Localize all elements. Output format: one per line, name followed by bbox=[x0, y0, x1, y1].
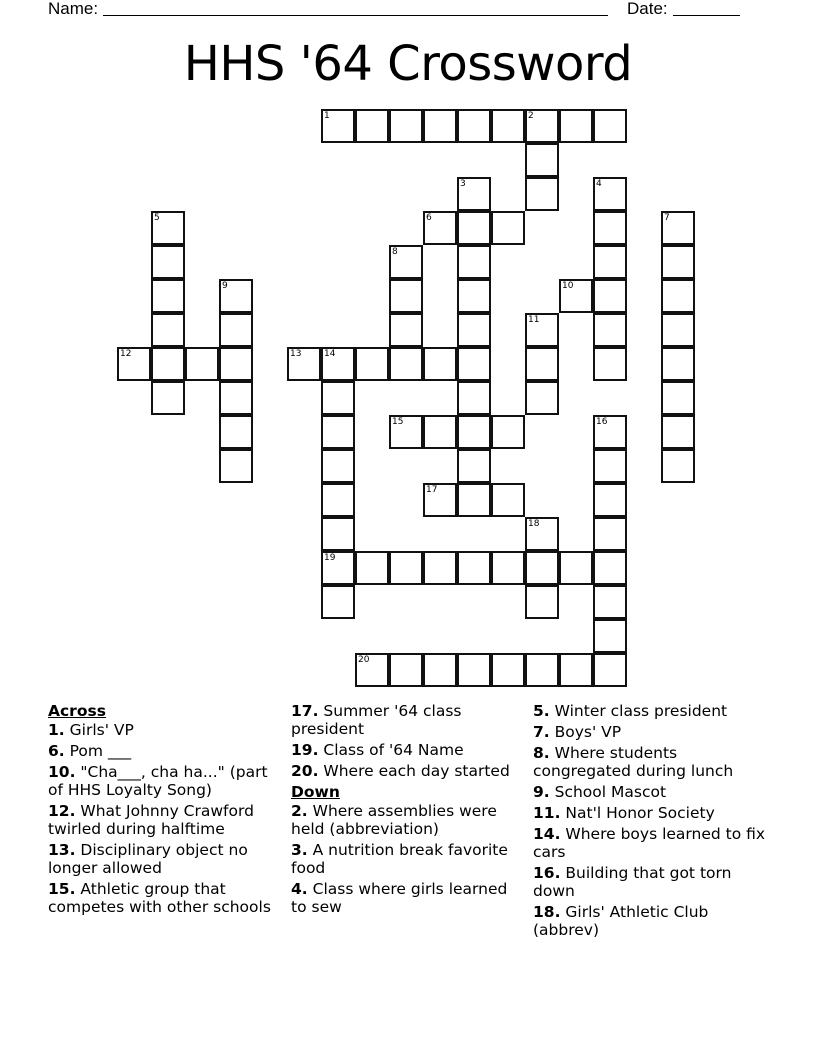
clue-number: 17. bbox=[291, 702, 319, 720]
grid-cell[interactable] bbox=[593, 449, 627, 483]
cell-number: 16 bbox=[596, 417, 608, 427]
clue-across-17 bbox=[291, 702, 527, 738]
clue-number: 14. bbox=[533, 825, 561, 843]
cell-number: 11 bbox=[528, 315, 540, 325]
date-label: Date: bbox=[627, 0, 668, 18]
grid-cell[interactable] bbox=[219, 449, 253, 483]
grid-cell[interactable] bbox=[559, 551, 593, 585]
grid-cell[interactable] bbox=[423, 211, 457, 245]
clue-down-7 bbox=[533, 723, 773, 741]
clue-down-18 bbox=[533, 903, 773, 939]
clue-text: Where students congregated during lunch bbox=[533, 744, 734, 780]
grid-cell[interactable] bbox=[389, 653, 423, 687]
clue-text: Boys' VP bbox=[554, 723, 622, 741]
grid-cell[interactable] bbox=[457, 279, 491, 313]
grid-cell[interactable] bbox=[661, 415, 695, 449]
clue-number: 11. bbox=[533, 804, 561, 822]
clue-text: Building that got torn down bbox=[533, 864, 732, 900]
grid-cell[interactable] bbox=[593, 415, 627, 449]
grid-cell[interactable] bbox=[151, 313, 185, 347]
grid-cell[interactable] bbox=[525, 653, 559, 687]
clue-text: Pom ___ bbox=[69, 742, 132, 760]
grid-cell[interactable] bbox=[661, 313, 695, 347]
clue-number: 8. bbox=[533, 744, 550, 762]
grid-cell[interactable] bbox=[593, 517, 627, 551]
clue-text: Nat'l Honor Society bbox=[565, 804, 715, 822]
grid-cell[interactable] bbox=[593, 653, 627, 687]
cell-number: 9 bbox=[222, 281, 228, 291]
grid-cell[interactable] bbox=[593, 177, 627, 211]
grid-cell[interactable] bbox=[321, 381, 355, 415]
grid-cell[interactable] bbox=[457, 449, 491, 483]
clue-number: 10. bbox=[48, 763, 76, 781]
clue-across-12 bbox=[48, 802, 284, 838]
clue-number: 13. bbox=[48, 841, 76, 859]
grid-cell[interactable] bbox=[661, 347, 695, 381]
grid-cell[interactable] bbox=[151, 381, 185, 415]
grid-cell[interactable] bbox=[219, 313, 253, 347]
clue-text: Summer '64 class president bbox=[291, 702, 462, 738]
grid-cell[interactable] bbox=[457, 415, 491, 449]
cell-number: 4 bbox=[596, 179, 602, 189]
clue-text: Where assemblies were held (abbreviation) bbox=[291, 802, 497, 838]
grid-cell[interactable] bbox=[593, 211, 627, 245]
clue-text: Winter class president bbox=[554, 702, 728, 720]
grid-cell[interactable] bbox=[593, 109, 627, 143]
grid-cell[interactable] bbox=[525, 177, 559, 211]
clue-number: 7. bbox=[533, 723, 550, 741]
clue-across-10 bbox=[48, 763, 284, 799]
grid-cell[interactable] bbox=[593, 245, 627, 279]
grid-cell[interactable] bbox=[355, 109, 389, 143]
clues-column-1 bbox=[48, 702, 284, 919]
grid-cell[interactable] bbox=[423, 347, 457, 381]
cell-number: 6 bbox=[426, 213, 432, 223]
clue-text: School Mascot bbox=[554, 783, 667, 801]
grid-cell[interactable] bbox=[525, 143, 559, 177]
grid-cell[interactable] bbox=[389, 109, 423, 143]
grid-cell[interactable] bbox=[525, 109, 559, 143]
clues-column-3 bbox=[533, 702, 773, 942]
grid-cell[interactable] bbox=[491, 483, 525, 517]
cell-number: 8 bbox=[392, 247, 398, 257]
grid-cell[interactable] bbox=[661, 245, 695, 279]
grid-cell[interactable] bbox=[219, 347, 253, 381]
clue-down-14 bbox=[533, 825, 773, 861]
clue-down-8 bbox=[533, 744, 773, 780]
clue-number: 6. bbox=[48, 742, 65, 760]
clue-number: 19. bbox=[291, 741, 319, 759]
grid-cell[interactable] bbox=[423, 653, 457, 687]
grid-cell[interactable] bbox=[491, 211, 525, 245]
clue-number: 3. bbox=[291, 841, 308, 859]
worksheet-header bbox=[48, 0, 768, 20]
clue-text: "Cha___, cha ha..." (part of HHS Loyalty Song) bbox=[48, 763, 268, 799]
clue-across-19 bbox=[291, 741, 527, 759]
clue-text: Disciplinary object no longer allowed bbox=[48, 841, 248, 877]
clue-across-1 bbox=[48, 721, 284, 739]
cell-number: 3 bbox=[460, 179, 466, 189]
grid-cell[interactable] bbox=[491, 109, 525, 143]
grid-cell[interactable] bbox=[457, 313, 491, 347]
clue-across-13 bbox=[48, 841, 284, 877]
grid-cell[interactable] bbox=[219, 381, 253, 415]
grid-cell[interactable] bbox=[321, 347, 355, 381]
cell-number: 17 bbox=[426, 485, 438, 495]
grid-cell[interactable] bbox=[151, 279, 185, 313]
cell-number: 2 bbox=[528, 111, 534, 121]
grid-cell[interactable] bbox=[151, 211, 185, 245]
grid-cell[interactable] bbox=[593, 551, 627, 585]
clue-text: What Johnny Crawford twirled during halftime bbox=[48, 802, 254, 838]
cell-number: 10 bbox=[562, 281, 574, 291]
grid-cell[interactable] bbox=[457, 109, 491, 143]
name-label: Name: bbox=[48, 0, 99, 18]
cell-number: 19 bbox=[324, 553, 336, 563]
date-field[interactable] bbox=[673, 15, 740, 16]
clue-text: A nutrition break favorite food bbox=[291, 841, 508, 877]
clue-text: Girls' VP bbox=[69, 721, 134, 739]
down-heading: Down bbox=[291, 783, 340, 801]
grid-cell[interactable] bbox=[457, 551, 491, 585]
grid-cell[interactable] bbox=[661, 279, 695, 313]
clue-down-9 bbox=[533, 783, 773, 801]
grid-cell[interactable] bbox=[389, 415, 423, 449]
name-field[interactable] bbox=[103, 15, 608, 16]
grid-cell[interactable] bbox=[661, 211, 695, 245]
cell-number: 1 bbox=[324, 111, 330, 121]
grid-cell[interactable] bbox=[457, 177, 491, 211]
grid-cell[interactable] bbox=[151, 245, 185, 279]
clue-across-20 bbox=[291, 762, 527, 780]
grid-cell[interactable] bbox=[423, 483, 457, 517]
grid-cell[interactable] bbox=[593, 313, 627, 347]
clues-column-2 bbox=[291, 702, 527, 919]
grid-cell[interactable] bbox=[219, 415, 253, 449]
grid-cell[interactable] bbox=[559, 279, 593, 313]
grid-cell[interactable] bbox=[593, 483, 627, 517]
across-heading: Across bbox=[48, 702, 106, 720]
grid-cell[interactable] bbox=[457, 483, 491, 517]
grid-cell[interactable] bbox=[185, 347, 219, 381]
cell-number: 14 bbox=[324, 349, 336, 359]
cell-number: 5 bbox=[154, 213, 160, 223]
cell-number: 15 bbox=[392, 417, 404, 427]
cell-number: 7 bbox=[664, 213, 670, 223]
grid-cell[interactable] bbox=[525, 313, 559, 347]
clue-number: 5. bbox=[533, 702, 550, 720]
clue-number: 18. bbox=[533, 903, 561, 921]
clue-across-6 bbox=[48, 742, 284, 760]
clue-number: 9. bbox=[533, 783, 550, 801]
grid-cell[interactable] bbox=[593, 619, 627, 653]
grid-cell[interactable] bbox=[321, 109, 355, 143]
grid-cell[interactable] bbox=[423, 415, 457, 449]
grid-cell[interactable] bbox=[389, 245, 423, 279]
cell-number: 20 bbox=[358, 655, 370, 665]
grid-cell[interactable] bbox=[321, 483, 355, 517]
grid-cell[interactable] bbox=[423, 551, 457, 585]
grid-cell[interactable] bbox=[593, 347, 627, 381]
grid-cell[interactable] bbox=[355, 347, 389, 381]
clue-down-3 bbox=[291, 841, 527, 877]
clue-down-5 bbox=[533, 702, 773, 720]
grid-cell[interactable] bbox=[457, 245, 491, 279]
grid-cell[interactable] bbox=[593, 585, 627, 619]
clue-number: 1. bbox=[48, 721, 65, 739]
grid-cell[interactable] bbox=[355, 551, 389, 585]
clue-number: 2. bbox=[291, 802, 308, 820]
grid-cell[interactable] bbox=[389, 347, 423, 381]
clue-text: Class where girls learned to sew bbox=[291, 880, 508, 916]
grid-cell[interactable] bbox=[593, 279, 627, 313]
crossword-grid bbox=[118, 110, 698, 690]
grid-cell[interactable] bbox=[525, 517, 559, 551]
clue-down-2 bbox=[291, 802, 527, 838]
grid-cell[interactable] bbox=[457, 381, 491, 415]
grid-cell[interactable] bbox=[525, 585, 559, 619]
clue-text: Girls' Athletic Club (abbrev) bbox=[533, 903, 709, 939]
grid-cell[interactable] bbox=[525, 381, 559, 415]
grid-cell[interactable] bbox=[321, 415, 355, 449]
grid-cell[interactable] bbox=[287, 347, 321, 381]
grid-cell[interactable] bbox=[151, 347, 185, 381]
clue-number: 16. bbox=[533, 864, 561, 882]
grid-cell[interactable] bbox=[661, 381, 695, 415]
clue-text: Where boys learned to fix cars bbox=[533, 825, 766, 861]
grid-cell[interactable] bbox=[457, 211, 491, 245]
grid-cell[interactable] bbox=[457, 653, 491, 687]
grid-cell[interactable] bbox=[117, 347, 151, 381]
grid-cell[interactable] bbox=[389, 551, 423, 585]
grid-cell[interactable] bbox=[525, 347, 559, 381]
grid-cell[interactable] bbox=[321, 517, 355, 551]
clue-number: 15. bbox=[48, 880, 76, 898]
grid-cell[interactable] bbox=[321, 585, 355, 619]
clue-number: 20. bbox=[291, 762, 319, 780]
grid-cell[interactable] bbox=[661, 449, 695, 483]
grid-cell[interactable] bbox=[457, 347, 491, 381]
clue-down-16 bbox=[533, 864, 773, 900]
grid-cell[interactable] bbox=[559, 109, 593, 143]
grid-cell[interactable] bbox=[321, 551, 355, 585]
grid-cell[interactable] bbox=[491, 551, 525, 585]
grid-cell[interactable] bbox=[559, 653, 593, 687]
grid-cell[interactable] bbox=[219, 279, 253, 313]
grid-cell[interactable] bbox=[355, 653, 389, 687]
grid-cell[interactable] bbox=[491, 653, 525, 687]
grid-cell[interactable] bbox=[491, 415, 525, 449]
cell-number: 13 bbox=[290, 349, 302, 359]
page-title: HHS '64 Crossword bbox=[183, 36, 633, 92]
cell-number: 12 bbox=[120, 349, 132, 359]
grid-cell[interactable] bbox=[423, 109, 457, 143]
clue-text: Athletic group that competes with other schools bbox=[48, 880, 271, 916]
grid-cell[interactable] bbox=[389, 279, 423, 313]
grid-cell[interactable] bbox=[321, 449, 355, 483]
clue-number: 12. bbox=[48, 802, 76, 820]
clue-text: Where each day started bbox=[323, 762, 510, 780]
clue-down-4 bbox=[291, 880, 527, 916]
grid-cell[interactable] bbox=[525, 551, 559, 585]
clue-across-15 bbox=[48, 880, 284, 916]
clue-text: Class of '64 Name bbox=[323, 741, 464, 759]
clue-number: 4. bbox=[291, 880, 308, 898]
grid-cell[interactable] bbox=[389, 313, 423, 347]
clue-down-11 bbox=[533, 804, 773, 822]
cell-number: 18 bbox=[528, 519, 540, 529]
